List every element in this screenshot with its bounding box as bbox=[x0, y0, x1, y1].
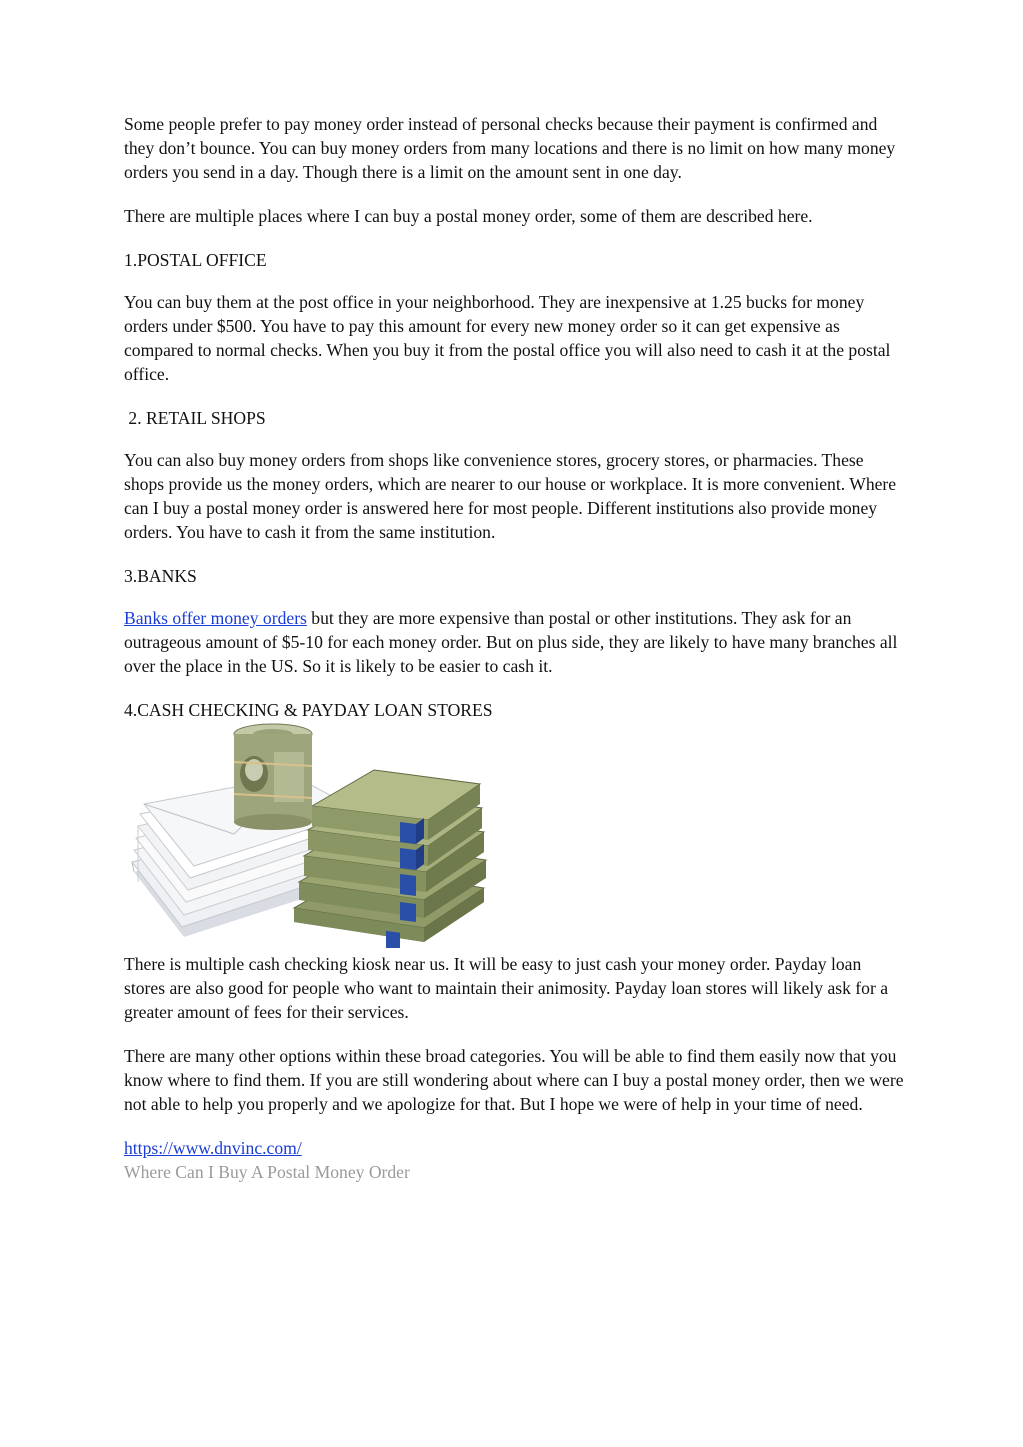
banks-offer-money-orders-link[interactable]: Banks offer money orders bbox=[124, 608, 307, 628]
banks-heading: 3.BANKS bbox=[124, 566, 197, 586]
places-paragraph: There are multiple places where I can buy a postal money order, some of them are described here. bbox=[124, 206, 813, 226]
rolled-bill bbox=[234, 724, 312, 830]
cash-checking-paragraph: There is multiple cash checking kiosk near us. It will be easy to just cash your money order. Payday loan stores are also good for people who want to maintain their animosity. Payday loan stores will likely ask for a greater amount of fees for their services. bbox=[124, 954, 889, 1022]
document-page bbox=[124, 112, 904, 1184]
banks-paragraph bbox=[124, 606, 904, 678]
retail-shops-paragraph: You can also buy money orders from shops like convenience stores, grocery stores, or pharmacies. These shops provide us the money orders, which are nearer to our house or workplace. It is more convenient. Where can I buy a postal money order is answered here for most people. Different institutions also provide money orders. You have to cash it from the same institution. bbox=[124, 450, 897, 542]
intro-paragraph: Some people prefer to pay money order instead of personal checks because their payment is confirmed and they don’t bounce. You can buy money orders from many locations and there is no limit on how many money orders you send in a day. Though there is a limit on the amount sent in one day. bbox=[124, 114, 896, 182]
footer-title: Where Can I Buy A Postal Money Order bbox=[124, 1162, 410, 1182]
closing-paragraph: There are many other options within these broad categories. You will be able to find them easily now that you know where to find them. If you are still wondering about where can I buy a postal money order, then we were not able to help you properly and we apologize for that. But I hope we were of help in your time of need. bbox=[124, 1046, 904, 1114]
footer-url-link[interactable]: https://www.dnvinc.com/ bbox=[124, 1138, 302, 1158]
money-stack-image bbox=[124, 722, 490, 948]
banks-paragraph-text: but they are more expensive than postal or other institutions. They ask for an outrageous amount of $5-10 for each money order. But on plus side, they are likely to have many branches all over the place in the US. So it is likely to be easier to cash it. bbox=[124, 608, 898, 676]
cash-checking-heading: 4.CASH CHECKING & PAYDAY LOAN STORES bbox=[124, 700, 493, 720]
retail-shops-heading: 2. RETAIL SHOPS bbox=[124, 408, 266, 428]
postal-office-heading: 1.POSTAL OFFICE bbox=[124, 250, 267, 270]
postal-office-paragraph: You can buy them at the post office in your neighborhood. They are inexpensive at 1.25 bucks for money orders under $500. You have to pay this amount for every new money order so it can get expensive as compared to normal checks. When you buy it from the postal office you will also need to cash it at the postal office. bbox=[124, 292, 891, 384]
